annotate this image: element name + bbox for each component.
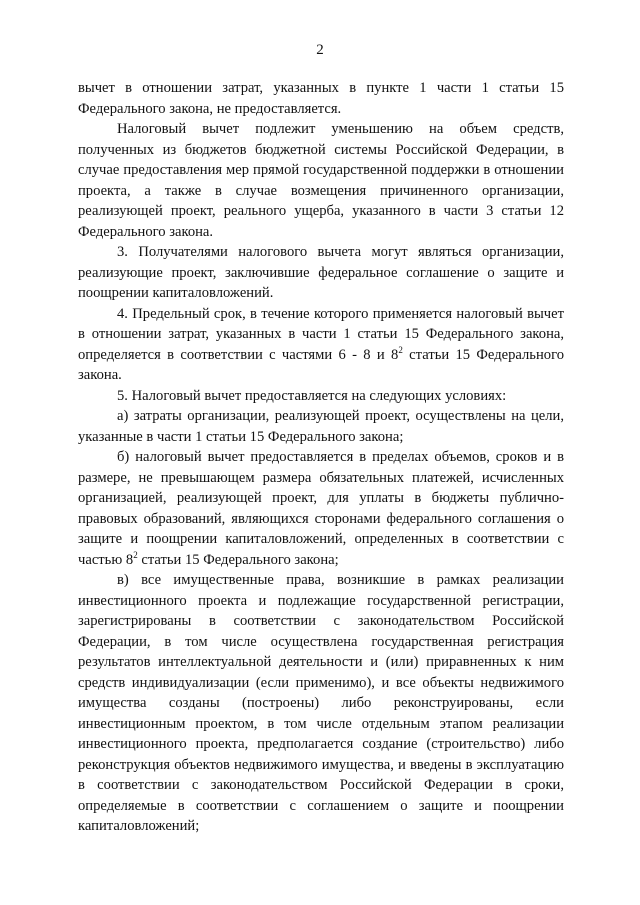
paragraph [78, 386, 564, 407]
paragraph-text: 3. Получателями налогового вычета могут являться организации, реализующие проект, заключившие федеральное соглашение о защите и поощрении капиталовложений. [78, 244, 564, 301]
paragraph [78, 78, 564, 119]
paragraph [78, 304, 564, 386]
superscript: 2 [133, 549, 138, 560]
paragraph [78, 570, 564, 837]
paragraph [78, 119, 564, 242]
paragraph-text: б) налоговый вычет предоставляется в пределах объемов, сроков и в размере, не превышающем размера обязательных платежей, исчисленных организацией, реализующей проект, для уплаты в бюджеты публично-правовых образований, являющихся сторонами федерального соглашения о защите и поощрении капиталовложений, определенных в соответствии с частью 8 [78, 449, 564, 568]
page-number: 2 [316, 42, 324, 58]
paragraph-text: а) затраты организации, реализующей проект, осуществлены на цели, указанные в части 1 статьи 15 Федерального закона; [78, 408, 564, 445]
paragraph [78, 242, 564, 304]
paragraph-text: в) все имущественные права, возникшие в рамках реализации инвестиционного проекта и подлежащие государственной регистрации, зарегистрированы в соответствии с законодательством Российской Федерации, в том числе осуществлена государственная регистрация результатов интеллектуальной деятельности и (или) приравненных к ним средств индивидуализации (если применимо), и все объекты недвижимого имущества созданы (построены) либо реконструированы, если инвестиционным проектом, в том числе отдельным этапом реализации инвестиционного проекта, предполагается создание (строительство) либо реконструкция объектов недвижимого имущества, и введены в эксплуатацию в соответствии с законодательством Российской Федерации в сроки, определяемые в соответствии с соглашением о защите и поощрении капиталовложений; [78, 572, 564, 834]
paragraph-text: статьи 15 Федерального закона; [137, 551, 339, 568]
document-body [78, 78, 564, 837]
paragraph-text: 5. Налоговый вычет предоставляется на следующих условиях: [117, 387, 507, 404]
paragraph-text: Налоговый вычет подлежит уменьшению на объем средств, полученных из бюджетов бюджетной системы Российской Федерации, в случае предоставления мер прямой государственной поддержки в отношении проекта, а также в случае возмещения причиненного организации, реализующей проект, реального ущерба, указанного в части 3 статьи 12 Федерального закона. [78, 121, 564, 240]
superscript: 2 [398, 344, 403, 355]
paragraph-text: вычет в отношении затрат, указанных в пункте 1 части 1 статьи 15 Федерального закона, не предоставляется. [78, 80, 564, 117]
paragraph [78, 406, 564, 447]
paragraph [78, 447, 564, 570]
paragraph-text: статьи 15 Федерального закона. [78, 346, 564, 383]
paragraph-text: 4. Предельный срок, в течение которого применяется налоговый вычет в отношении затрат, указанных в части 1 статьи 15 Федерального закона, определяется в соответствии с частями 6 - 8 и 8 [78, 305, 564, 363]
